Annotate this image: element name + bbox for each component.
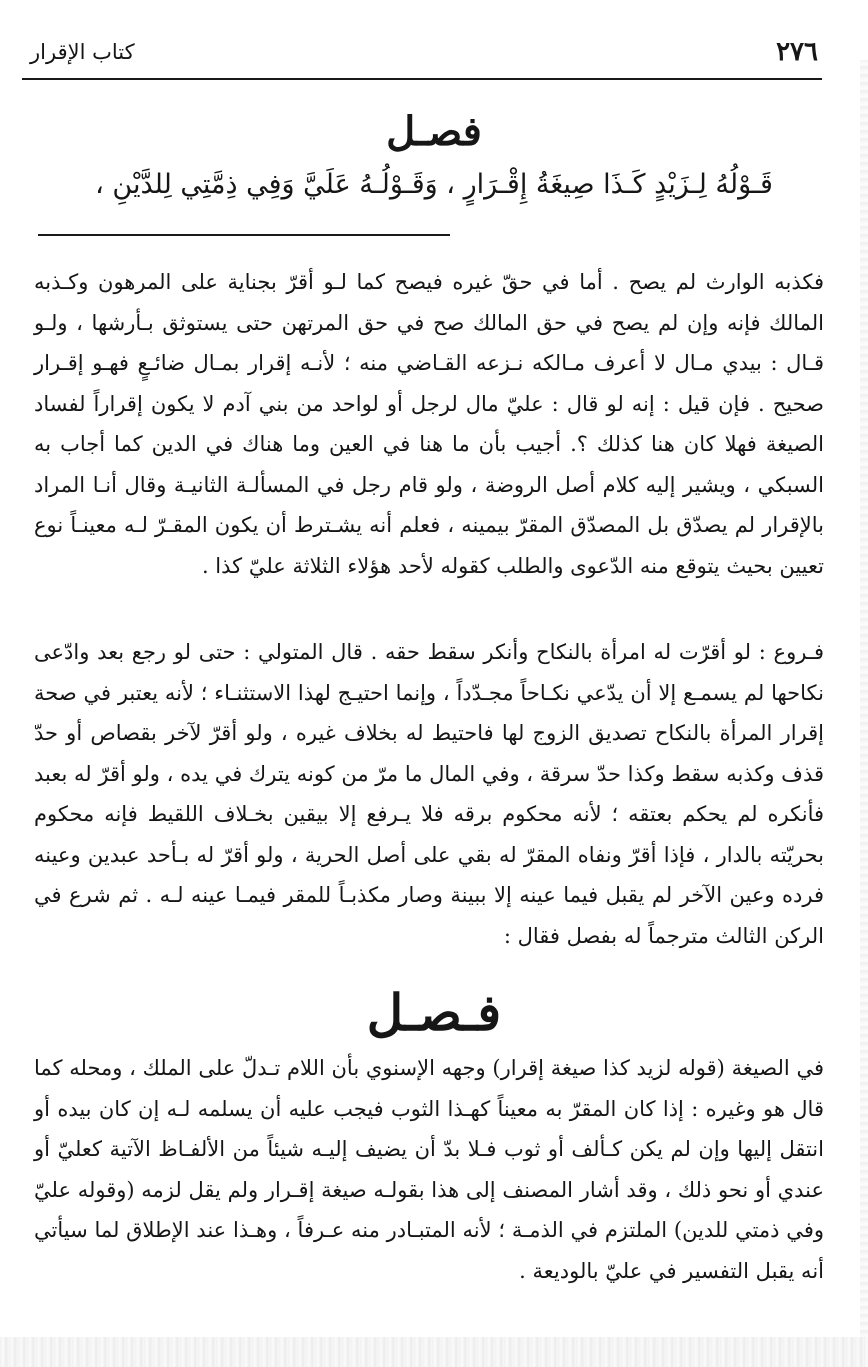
section-heading-1: فصـل xyxy=(386,108,482,155)
scan-edge-right xyxy=(860,60,868,1337)
book-title: كتاب الإقرار xyxy=(30,40,135,64)
running-header xyxy=(30,30,818,74)
commentary-paragraph-1: فكذبه الوارث لم يصح . أما في حقّ غيره فيصح كما لـو أقرّ بجناية على المرهون وكـذبه المالك فإنه وإن لم يصح في حق المالك صح في حق المرتهن حتى يستوثق بـأرشها ، ولـو قـال : بيدي مـال لا أعرف مـالكه نـزعه القـاضي منه ؛ لأنـه إقرار بمـال ضائـعٍ فهـو إقـرار صحيح . فإن قيل : إنه لو قال : عليّ مال لرجل أو لواحد من بني آدم لا يكون إقراراً لفساد الصيغة فهلا كان هنا كذلك ؟. أجيب بأن ما هنا في العين وما هناك في الدين كما أجاب به السبكي ، ويشير إليه كلام أصل الروضة ، ولو قام رجل في المسألـة الثانيـة وقال أنـا المراد بالإقرار لم يصدّق بل المصدّق المقرّ بيمينه ، فعلم أنه يشـترط أن يكون المقـرّ لـه معينـاً نوع تعيين بحيث يتوقع منه الدّعوى والطلب كقوله لأحد هؤلاء الثلاثة عليّ كذا . xyxy=(34,270,824,578)
section-heading-2: فـصـل xyxy=(366,983,502,1042)
scan-edge-bottom xyxy=(0,1337,868,1367)
header-rule xyxy=(22,78,822,80)
matn-text: قَـوْلُهُ لِـزَيْدٍ كَـذَا صِيغَةُ إِقْـرَارٍ ، وَقَـوْلُـهُ عَلَيَّ وَفِي ذِمَّتِي لِلدَّيْنِ ، xyxy=(95,169,773,200)
matn-divider xyxy=(38,234,450,236)
commentary-paragraph-2: فـروع : لو أقرّت له امرأة بالنكاح وأنكر سقط حقه . قال المتولي : حتى لو رجع بعد وادّعى نكاحها لم يسمـع إلا أن يدّعي نكـاحاً مجـدّداً ، وإنما احتيـج لهذا الاستثنـاء ؛ لأنه يعتبر في صحة إقرار المرأة بالنكاح تصديق الزوج لها فاحتيط له بخلاف غيره ، ولو أقرّ لآخر بقصاص أو حدّ قذف وكذبه سقط وكذا حدّ سرقة ، وفي المال ما مرّ من كونه يترك في يده ، ولو أقرّ له بعبد فأنكره لم يحكم بعتقه ؛ لأنه محكوم برقه فلا يـرفع إلا بيقين بخـلاف اللقيط فإنه محكوم بحريّته بالدار ، فإذا أقرّ ونفاه المقرّ له بقي على أصل الحرية ، ولو أقرّ له بـأحد عبدين وعينه فرده وعين الآخر لم يقبل فيما عينه إلا ببينة وصار مكذبـاً للمقر فيمـا عينه لـه . ثم شرع في الركن الثالث مترجماً له بفصل فقال : xyxy=(34,640,824,948)
page-number: ٢٧٦ xyxy=(776,37,818,67)
commentary-paragraph-3: في الصيغة (قوله لزيد كذا صيغة إقرار) وجهه الإسنوي بأن اللام تـدلّ على الملك ، ومحله كما قال هو وغيره : إذا كان المقرّ به معيناً كهـذا الثوب فيجب عليه أن يسلمه لـه إن كان بيده أو انتقل إليها وإن لم يكن كـألف أو ثوب فـلا بدّ أن يضيف إليـه شيئاً من الألفـاظ الآتية كعليّ أو عندي أو نحو ذلك ، وقد أشار المصنف إلى هذا بقولـه صيغة إقـرار ولم يقل لزمه (وقوله عليّ وفي ذمتي للدين) الملتزم في الذمـة ؛ لأنه المتبـادر منه عـرفاً ، وهـذا عند الإطلاق لما سيأتي أنه يقبل التفسير في عليّ بالوديعة . xyxy=(34,1056,824,1283)
